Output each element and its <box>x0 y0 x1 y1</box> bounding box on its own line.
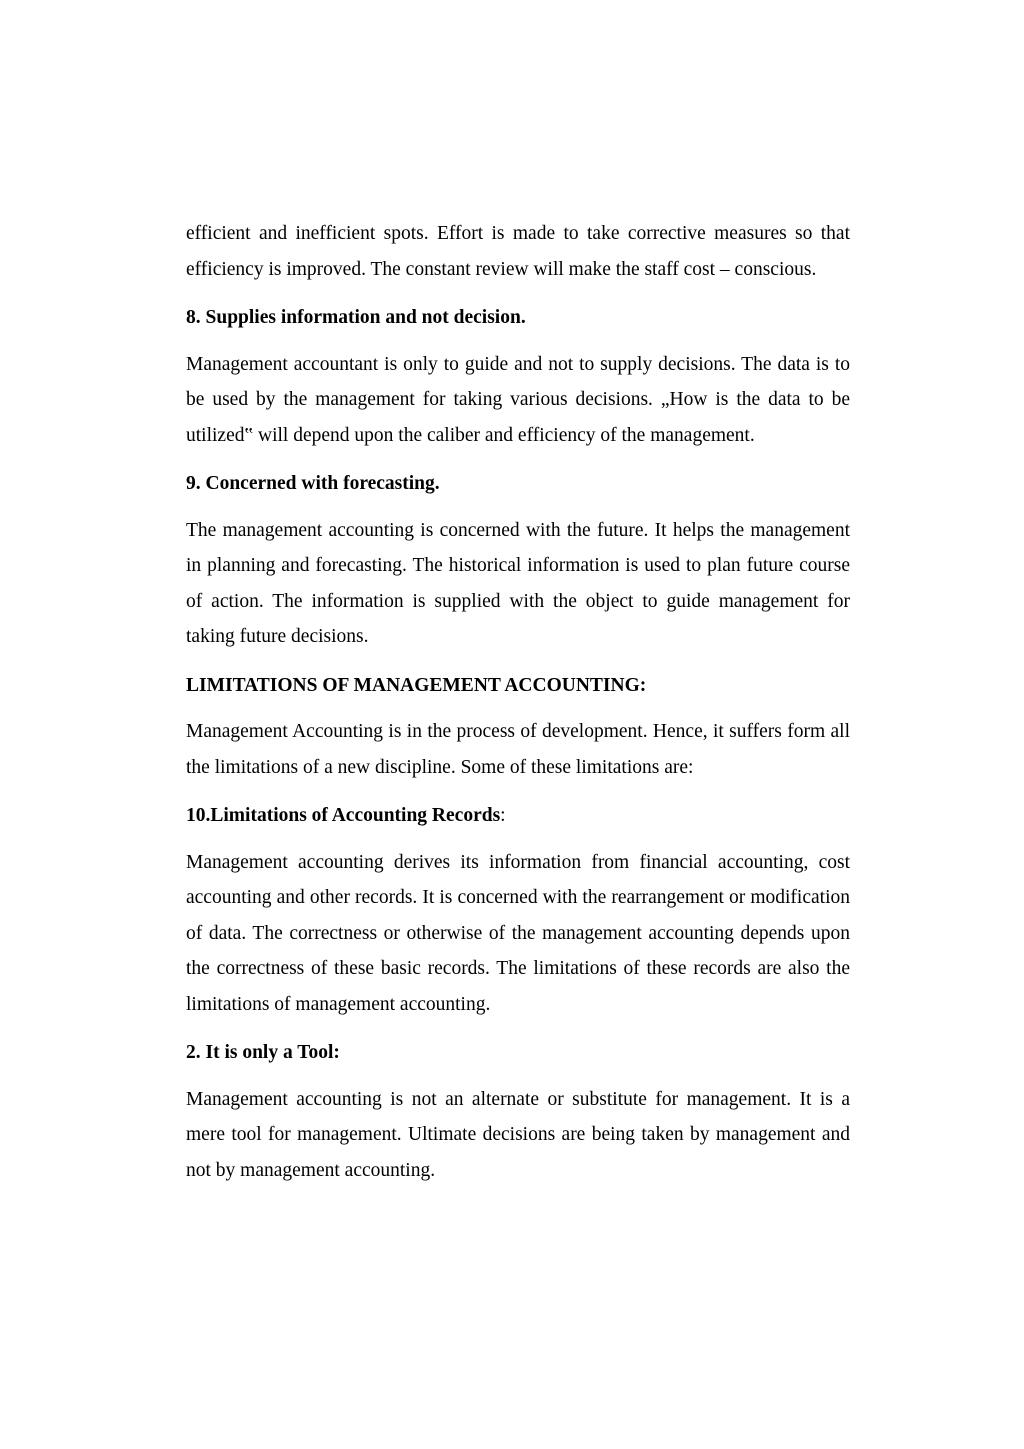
paragraph-accounting-records: Management accounting derives its information from financial accounting, cost accounting and other records. It is concerned with the rearrangement or modification of data. The correctness or otherwise of the management accounting depends upon the correctness of these basic records. The limitations of these records are also the limitations of management accounting. <box>186 851 850 1015</box>
heading-accounting-records-text: 10.Limitations of Accounting Records <box>186 805 501 826</box>
heading-supplies-information: 8. Supplies information and not decision. <box>186 307 526 328</box>
paragraph-supplies-information: Management accountant is only to guide and not to supply decisions. The data is to be used by the management for taking various decisions. „How is the data to be utilized‟ will depend upon the caliber and efficiency of the management. <box>186 353 850 446</box>
paragraph-efficiency: efficient and inefficient spots. Effort is made to take corrective measures so that efficiency is improved. The constant review will make the staff cost – conscious. <box>186 223 850 280</box>
heading-accounting-records-colon: : <box>500 805 506 826</box>
heading-forecasting: 9. Concerned with forecasting. <box>186 473 440 494</box>
heading-accounting-records <box>186 798 850 834</box>
paragraph-forecasting: The management accounting is concerned with the future. It helps the management in planning and forecasting. The historical information is used to plan future course of action. The information is supplied with the object to guide management for taking future decisions. <box>186 519 850 647</box>
paragraph-only-a-tool: Management accounting is not an alternate or substitute for management. It is a mere tool for management. Ultimate decisions are being taken by management and not by management accounting. <box>186 1088 850 1181</box>
heading-only-a-tool: 2. It is only a Tool: <box>186 1042 340 1063</box>
heading-limitations: LIMITATIONS OF MANAGEMENT ACCOUNTING: <box>186 674 647 696</box>
paragraph-limitations-intro: Management Accounting is in the process of development. Hence, it suffers form all the limitations of a new discipline. Some of these limitations are: <box>186 721 850 778</box>
page-content <box>186 216 850 1201</box>
